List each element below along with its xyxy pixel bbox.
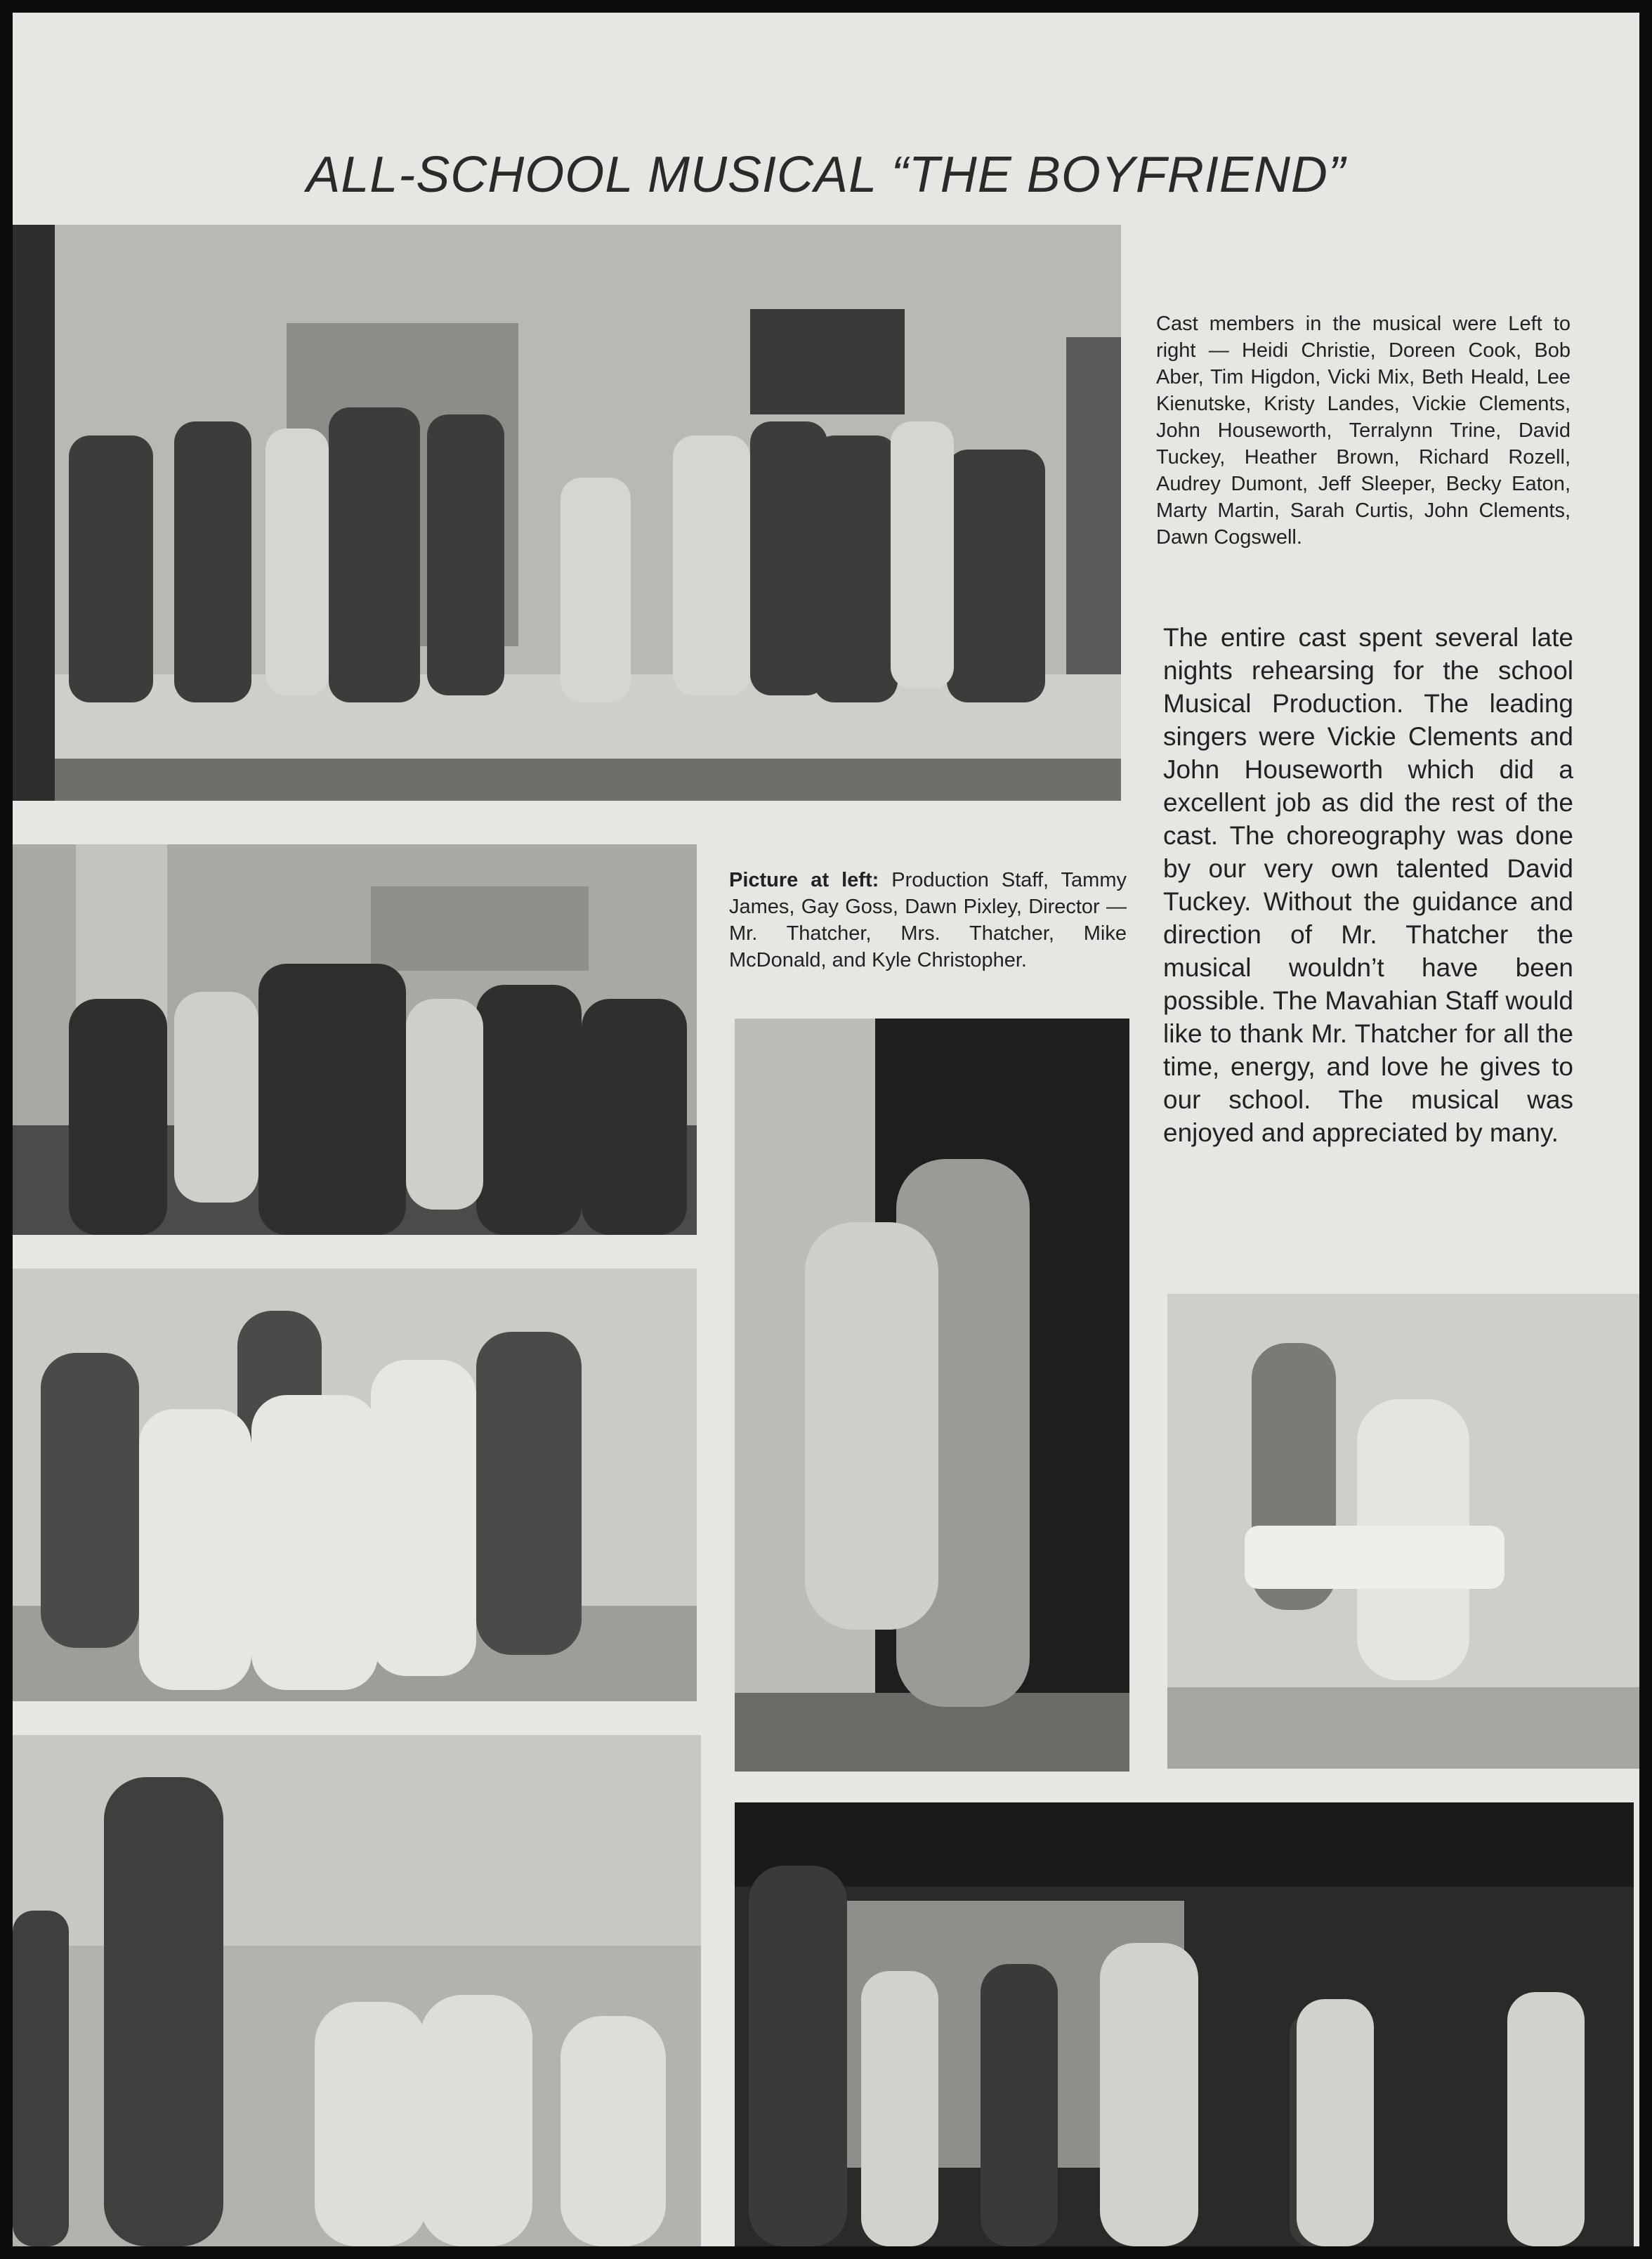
cast-caption: Cast members in the musical were Left to right — Heidi Christie, Doreen Cook, Bob Aber, Tim Higdon, Vicki Mix, Beth Heald, Lee Kienutske, Kristy Landes, Vickie Clements, John Houseworth, Terralynn Trine, David Tuckey, Heather Brown, Richard Rozell, Audrey Dumont, Jeff Sleeper, Becky Eaton, Marty Martin, Sarah Curtis, John Clements, Dawn Cogswell.: [1156, 313, 1571, 549]
page-title: ALL-SCHOOL MUSICAL “THE BOYFRIEND”: [306, 147, 1346, 203]
bench-scene-photo: [1167, 1294, 1639, 1769]
yearbook-page: [13, 13, 1639, 2246]
staff-caption-text: Production Staff, Tammy James, Gay Goss, Dawn Pixley, Director — Mr. Thatcher, Mrs. Thatcher, Mike McDonald, and Kyle Christopher.: [729, 869, 1127, 971]
beach-scene-photo: [13, 1735, 701, 2246]
article-body: The entire cast spent several late nights rehearsing for the school Musical Production. The leading singers were Vickie Clements and John Houseworth which did a excellent job as did the rest of the cast. The choreography was done by our very own talented David Tuckey. Without the guidance and direction of Mr. Thatcher the musical wouldn’t have been possible. The Mavahian Staff would like to thank Mr. Thatcher for all the time, energy, and love he gives to our school. The musical was enjoyed and appreciated by many.: [1163, 623, 1573, 1147]
staff-caption: [729, 867, 1127, 974]
production-staff-photo: [13, 844, 697, 1235]
staff-caption-lead: Picture at left:: [729, 869, 879, 891]
cast-photo: [13, 225, 1121, 801]
beach-chorus-photo: [13, 1269, 697, 1701]
finale-stage-photo: [735, 1802, 1634, 2246]
lead-couple-photo: [735, 1019, 1129, 1772]
